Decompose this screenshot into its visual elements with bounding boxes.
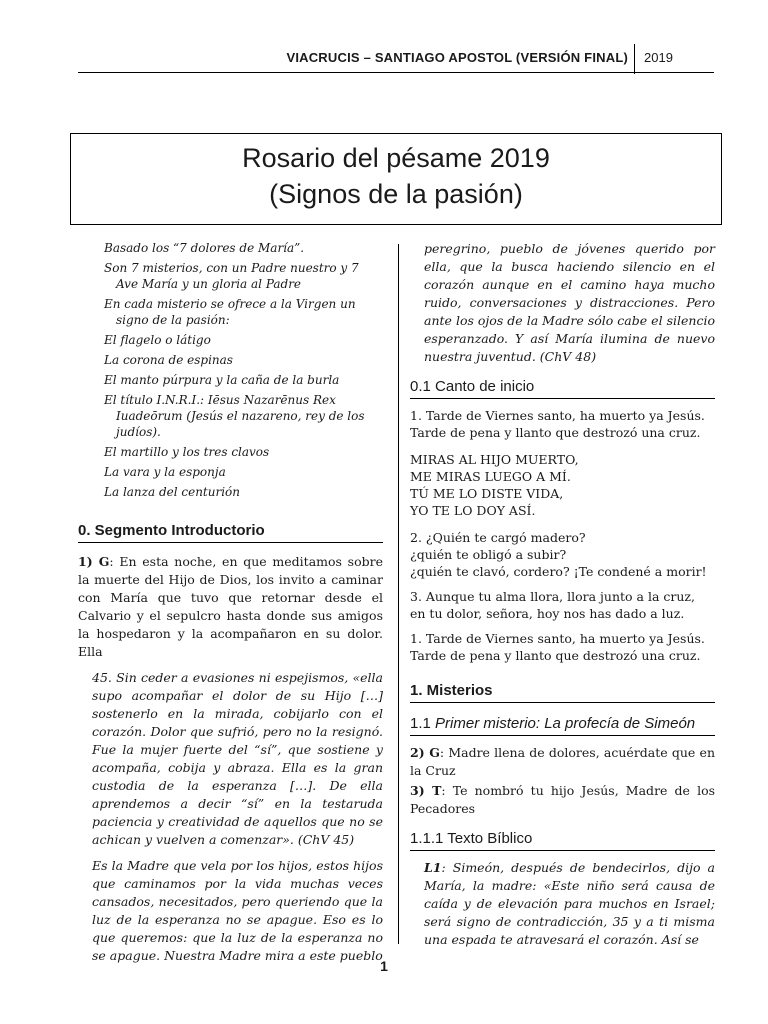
verse-line: 3. Aunque tu alma llora, llora junto a la cruz,: [410, 589, 695, 604]
quote-chv48-part2: peregrino, pueblo de jóvenes querido por ella, que la busca haciendo silencio en el corazón aunque en el camino haya mucho ruido, conversaciones y distracciones. Pero ante los ojos de la Madre sólo cabe el silencio esperanzado. Y así María ilumina de nuevo nuestra juventud. (ChV 48): [424, 241, 715, 364]
section-heading-intro: 0. Segmento Introductorio: [78, 522, 383, 543]
paragraph-text: : Madre llena de dolores, acuérdate que en la Cruz: [410, 745, 715, 778]
canto-verse-4: [410, 630, 715, 664]
intro-item: El flagelo o látigo: [104, 333, 211, 347]
subheading-primer-misterio: [410, 715, 715, 736]
intro-item: El martillo y los tres clavos: [104, 445, 270, 459]
document-title-box: [70, 133, 722, 225]
quote-chv48-part1: Es la Madre que vela por los hijos, estos hijos que caminamos por la vida muchas veces cansados, necesitados, pero queriendo que la luz de la esperanza no se apague. Eso es lo que queremos: que la luz de la esperanza no se apague. Nuestra Madre mira a este pueblo: [92, 858, 383, 963]
intro-item: En cada misterio se ofrece a la Virgen un signo de la pasión:: [104, 297, 356, 327]
subheading-canto: 0.1 Canto de inicio: [410, 378, 715, 399]
left-column: [78, 240, 383, 965]
header-title: VIACRUCIS – SANTIAGO APOSTOL (VERSIÓN FINAL): [286, 50, 628, 65]
paragraph-text: : En esta noche, en que meditamos sobre la muerte del Hijo de Dios, los invito a caminar con María que tuvo que retornar desde el Calvario y el sepulcro hasta donde sus amigos la hospedaron y la acompañaron en su dolor. Ella: [78, 554, 383, 659]
intro-item: Son 7 misterios, con un Padre nuestro y 7 Ave María y un gloria al Padre: [104, 261, 359, 291]
right-column: [410, 240, 715, 949]
verse-line: en tu dolor, señora, hoy nos has dado a luz.: [410, 606, 685, 621]
column-divider: [398, 244, 399, 944]
intro-item: Basado los “7 dolores de María”.: [104, 241, 305, 255]
canto-verse-3: [410, 588, 715, 622]
document-subtitle: (Signos de la pasión): [269, 179, 523, 209]
intro-item: El manto púrpura y la caña de la burla: [104, 373, 340, 387]
page-header: [0, 48, 768, 76]
reading-text: : Simeón, después de bendecirlos, dijo a María, la madre: «Este niño será causa de caída y de elevación para muchos en Israel; será signo de contradicción, 35 y a ti misma una espada te atravesará el corazón. Así se: [424, 860, 715, 947]
verse-line: Tarde de pena y llanto que destrozó una cruz.: [410, 425, 701, 440]
canto-chorus: [410, 451, 715, 519]
chorus-line: MIRAS AL HIJO MUERTO,: [410, 452, 579, 467]
chorus-line: YO TE LO DOY ASÍ.: [410, 503, 536, 518]
header-rule: [78, 72, 714, 73]
chorus-line: TÚ ME LO DISTE VIDA,: [410, 486, 564, 501]
speaker-label: 1) G: [78, 554, 110, 569]
quote-chv45: 45. Sin ceder a evasiones ni espejismos, «ella supo acompañar el dolor de su Hijo […] sostenerlo en la mirada, cobijarlo con el corazón. Dolor que sufrió, pero no la resignó. Fue la mujer fuerte del “sí”, que sostiene y acompaña, cobija y abraza. Ella es la gran custodia de la esperanza […]. De ella aprendemos a decir “sí” en la testaruda paciencia y creatividad de aquellos que no se achican y vuelven a comenzar». (ChV 45): [92, 670, 383, 847]
paragraph-g2: [410, 744, 715, 780]
canto-verse-1: [410, 407, 715, 441]
header-divider: [634, 44, 635, 74]
intro-item: La lanza del centurión: [104, 485, 241, 499]
verse-line: ¿quién te clavó, cordero? ¡Te condené a morir!: [410, 564, 707, 579]
subheading-texto-biblico: 1.1.1 Texto Bíblico: [410, 830, 715, 851]
canto-verse-2: [410, 529, 715, 580]
intro-item: La corona de espinas: [104, 353, 233, 367]
section-heading-misterios: 1. Misterios: [410, 682, 715, 703]
header-year: 2019: [644, 50, 673, 65]
chorus-line: ME MIRAS LUEGO A MÍ.: [410, 469, 571, 484]
reading-l1: [410, 859, 715, 949]
intro-item: El título I.N.R.I.: Iēsus Nazarēnus Rex Iuadeōrum (Jesús el nazareno, rey de los judíos).: [104, 393, 365, 439]
reader-label: L1: [424, 860, 442, 875]
verse-line: 1. Tarde de Viernes santo, ha muerto ya Jesús.: [410, 408, 705, 423]
subheading-number: 1.1: [410, 715, 436, 732]
verse-line: ¿quién te obligó a subir?: [410, 547, 567, 562]
page-number: 1: [380, 958, 388, 974]
speaker-label: 2) G: [410, 745, 440, 760]
intro-item: La vara y la esponja: [104, 465, 226, 479]
paragraph-g1: [78, 553, 383, 661]
document-title: Rosario del pésame 2019: [242, 143, 550, 173]
subheading-text: Primer misterio: La profecía de Simeón: [435, 715, 696, 732]
verse-line: 1. Tarde de Viernes santo, ha muerto ya Jesús.: [410, 631, 705, 646]
verse-line: 2. ¿Quién te cargó madero?: [410, 530, 586, 545]
verse-line: Tarde de pena y llanto que destrozó una cruz.: [410, 648, 701, 663]
paragraph-t3: [410, 782, 715, 818]
speaker-label: 3) T: [410, 783, 442, 798]
intro-list: [104, 240, 383, 500]
paragraph-text: : Te nombró tu hijo Jesús, Madre de los Pecadores: [410, 783, 716, 816]
